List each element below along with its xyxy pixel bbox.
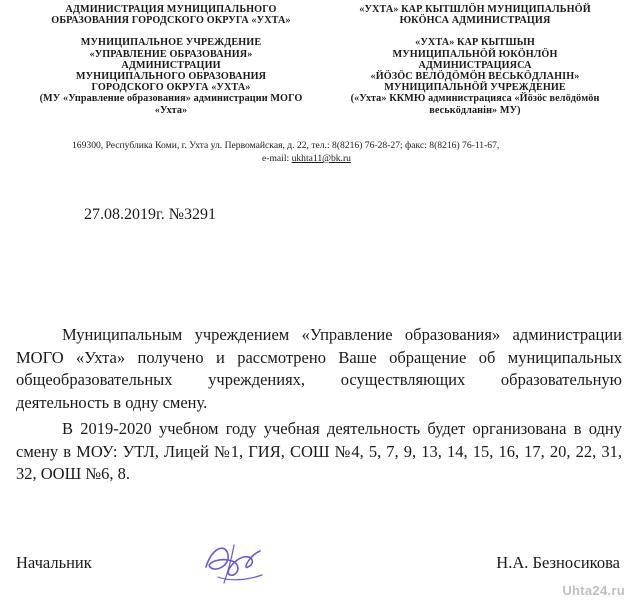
- signer-name: Н.А. Безносикова: [496, 553, 620, 572]
- header-right-line: АДМИНИСТРАЦИЯСА: [418, 59, 532, 71]
- handwritten-signature-icon: [198, 537, 270, 585]
- header-right-line: МУНИЦИПАЛЬНӦЙ УЧРЕЖДЕНИЕ: [384, 82, 566, 94]
- header-left-line: «УПРАВЛЕНИЕ ОБРАЗОВАНИЯ»: [89, 48, 253, 60]
- site-watermark: Uhta24.ru: [562, 583, 625, 598]
- header-left-line: ГОРОДСКОГО ОКРУГА «УХТА»: [91, 82, 251, 94]
- contact-email: [262, 153, 351, 165]
- header-right-line: «УХТА» КАР КЫТШЛӦН МУНИЦИПАЛЬНӦЙ: [359, 4, 591, 15]
- header-right-line: («Ухта» ККМЮ администрацияса «Йӧзӧс велӧдӧмӧн: [350, 93, 600, 105]
- header-left-line: АДМИНИСТРАЦИЯ МУНИЦИПАЛЬНОГО: [65, 4, 277, 15]
- header-left-line: МУНИЦИПАЛЬНОГО ОБРАЗОВАНИЯ: [75, 71, 267, 83]
- header-right-line: веськӧдланін» МУ): [429, 104, 521, 116]
- header-right-line: ЮКӦНСА АДМИНИСТРАЦИЯ: [399, 15, 551, 27]
- header-left-line: ОБРАЗОВАНИЯ ГОРОДСКОГО ОКРУГА «УХТА»: [51, 15, 291, 27]
- body-paragraph-2: В 2019-2020 учебном году учебная деятельность будет организована в одну смену в МОУ: УТЛ, Лицей №1, ГИЯ, СОШ №4, 5, 7, 9, 13, 14, 15, 16, 17, 20, 22, 31, 32, ООШ №6, 8.: [16, 419, 622, 483]
- contact-address: 169300, Республика Коми, г. Ухта ул. Первомайская, д. 22, тел.: 8(8216) 76-28-27; факс: 8(8216) 76-11-67,: [72, 140, 500, 151]
- header-left-line: (МУ «Управление образования» администрации МОГО: [39, 93, 303, 105]
- header-right-line: «ЙӦЗӦС ВЕЛӦДӦМӦН ВЕСЬКӦДЛАНІН»: [370, 71, 580, 83]
- header-right-spacer: [325, 26, 625, 37]
- header-right-line: «УХТА» КАР КЫТШЫН: [415, 37, 535, 49]
- body-paragraph-1: Муниципальным учреждением «Управление образования» администрации МОГО «Ухта» получено и рассмотрено Ваше обращение об муниципальных общеобразовательных учреждениях, осуществляющих образовательную деятельность в одну смену.: [16, 325, 622, 412]
- header-left-line: МУНИЦИПАЛЬНОЕ УЧРЕЖДЕНИЕ: [80, 37, 262, 49]
- header-left-block: [22, 4, 320, 116]
- header-left-line: «Ухта»: [154, 104, 188, 116]
- document-date-number: 27.08.2019г. №3291: [84, 206, 217, 223]
- header-right-line: МУНИЦИПАЛЬНӦЙ ЮКӦНЛӦН: [392, 48, 558, 60]
- email-link[interactable]: ukhta11@bk.ru: [291, 153, 351, 164]
- signer-title: Начальник: [16, 553, 92, 572]
- header-left-spacer: [22, 26, 320, 37]
- email-label: e-mail:: [262, 153, 292, 164]
- header-left-line: АДМИНИСТРАЦИИ: [121, 59, 221, 71]
- header-right-block: [325, 4, 625, 116]
